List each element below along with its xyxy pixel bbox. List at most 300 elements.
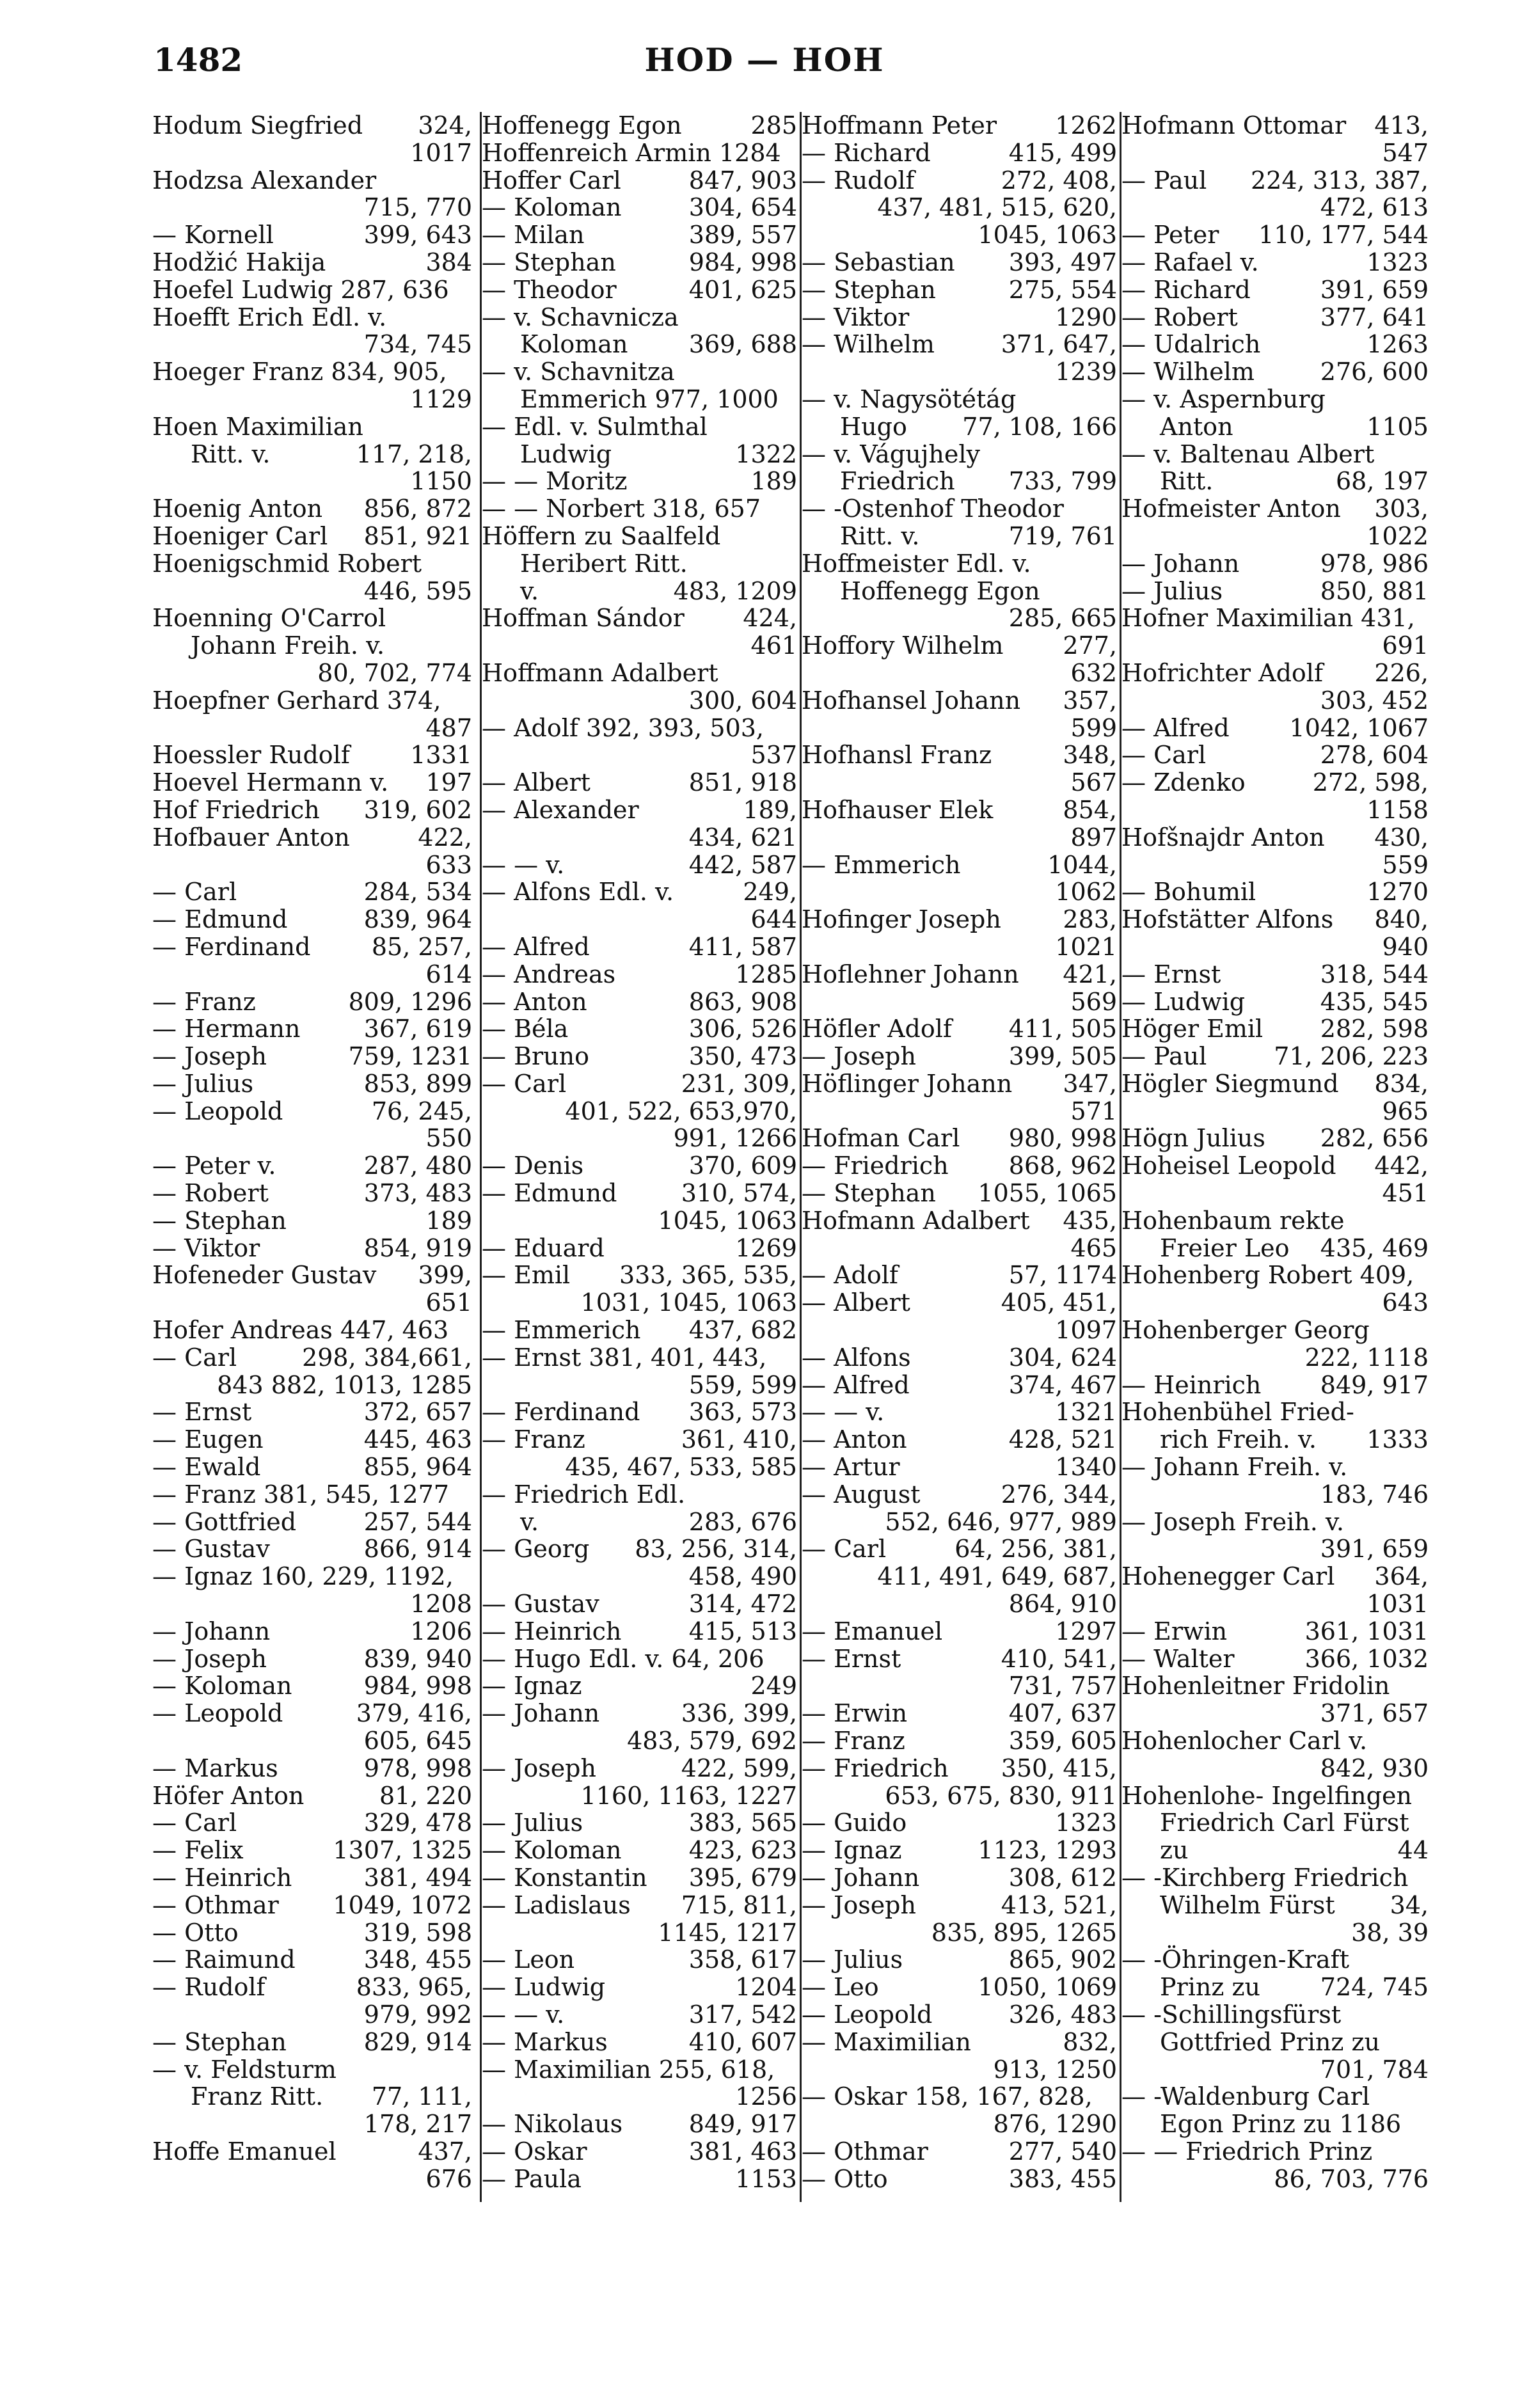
entry-name: Hofmann Adalbert xyxy=(802,1206,1030,1235)
entry-pages: 868, 962 xyxy=(1008,1152,1117,1180)
entry-pages: 1321 xyxy=(1055,1398,1117,1427)
index-entry xyxy=(1121,1645,1429,1673)
index-entry xyxy=(1121,1098,1429,1125)
entry-name: — Andreas xyxy=(482,960,616,988)
index-entry xyxy=(802,1235,1117,1262)
entry-name: — Otto xyxy=(802,2164,888,2193)
entry-name: — Rudolf xyxy=(802,166,915,194)
entry-name: — Heinrich xyxy=(152,1864,292,1892)
entry-name: Hofmeister Anton xyxy=(1121,495,1341,523)
entry-pages: 853, 899 xyxy=(363,1069,472,1098)
entry-name: — Ernst xyxy=(1121,960,1221,988)
index-entry xyxy=(1121,1481,1429,1509)
entry-name: — Ignaz 160, 229, 1192, xyxy=(152,1562,454,1591)
entry-name: — Alfred xyxy=(1121,713,1230,742)
entry-name: — Nikolaus xyxy=(482,2110,623,2139)
entry-name: Hohenlocher Carl v. xyxy=(1121,1727,1368,1755)
entry-pages: 442, 587 xyxy=(688,850,797,879)
entry-name: — Julius xyxy=(152,1069,254,1098)
entry-name: — Maximilian 255, 618, xyxy=(482,2055,775,2084)
entry-name: v. xyxy=(520,576,539,605)
index-entry xyxy=(152,112,472,139)
index-entry xyxy=(152,413,472,441)
entry-pages: 424, xyxy=(743,604,797,633)
entry-pages: 314, 472 xyxy=(688,1590,797,1619)
index-entry xyxy=(152,1398,472,1426)
index-entry xyxy=(482,2056,797,2084)
entry-pages: 876, 1290 xyxy=(993,2110,1117,2139)
entry-name: — -Kirchberg Friedrich xyxy=(1121,1864,1409,1892)
entry-pages: 1208 xyxy=(410,1590,472,1619)
index-entry xyxy=(1121,1454,1429,1481)
index-entry xyxy=(1121,139,1429,167)
entry-pages: 435, xyxy=(1063,1206,1117,1235)
index-entry xyxy=(482,1755,797,1782)
entry-pages: 306, 526 xyxy=(688,1015,797,1043)
entry-pages: 178, 217 xyxy=(363,2110,472,2139)
entry-pages: 842, 930 xyxy=(1320,1754,1429,1782)
entry-name: — Ferdinand xyxy=(482,1398,640,1427)
index-entry xyxy=(802,1043,1117,1070)
index-entry xyxy=(802,358,1117,386)
entry-pages: 411, 505 xyxy=(1008,1015,1117,1043)
entry-name: Hohenlohe- Ingelfingen xyxy=(1121,1781,1412,1810)
entry-pages: 550 xyxy=(425,1124,472,1153)
index-entry xyxy=(482,276,797,304)
index-entry xyxy=(802,1152,1117,1180)
entry-pages: 77, 108, 166 xyxy=(962,412,1117,441)
index-entry xyxy=(802,878,1117,906)
entry-name: Hofinger Joseph xyxy=(802,905,1001,934)
entry-name: — Joseph xyxy=(152,1042,267,1071)
entry-name: — Georg xyxy=(482,1535,590,1564)
entry-name: Hoenning O'Carrol xyxy=(152,604,386,633)
index-entry xyxy=(802,687,1117,715)
index-entry xyxy=(482,1481,797,1509)
entry-pages: 399, 505 xyxy=(1008,1042,1117,1071)
entry-pages: 676 xyxy=(425,2164,472,2193)
index-entry xyxy=(152,1235,472,1262)
index-entry xyxy=(482,194,797,221)
index-entry xyxy=(1121,1727,1429,1755)
index-entry xyxy=(802,413,1117,441)
entry-pages: 399, xyxy=(418,1261,472,1290)
entry-pages: 559 xyxy=(1382,850,1429,879)
entry-pages: 731, 757 xyxy=(1008,1672,1117,1700)
entry-pages: 1256 xyxy=(735,2082,797,2111)
entry-name: — Ernst xyxy=(152,1398,252,1427)
entry-pages: 866, 914 xyxy=(363,1535,472,1564)
page-number: 1482 xyxy=(154,41,243,79)
entry-name: — Hugo Edl. v. 64, 206 xyxy=(482,1644,764,1673)
entry-name: — Ernst xyxy=(802,1644,901,1673)
entry-name: — Albert xyxy=(802,1288,910,1317)
index-entry xyxy=(1121,468,1429,495)
entry-pages: 849, 917 xyxy=(688,2110,797,2139)
entry-name: Hofmann Ottomar xyxy=(1121,111,1347,139)
entry-name: Hof Friedrich xyxy=(152,795,320,824)
entry-name: — Leopold xyxy=(802,2000,933,2029)
entry-pages: 567 xyxy=(1070,768,1117,797)
entry-name: — v. Schavnitza xyxy=(482,358,675,386)
entry-pages: 361, 1031 xyxy=(1304,1617,1429,1645)
entry-pages: 357, xyxy=(1063,686,1117,715)
entry-name: — v. Schavnicza xyxy=(482,303,679,331)
index-entry xyxy=(802,1755,1117,1782)
index-entry xyxy=(152,1563,472,1590)
index-entry xyxy=(152,1864,472,1892)
entry-pages: 379, 416, xyxy=(356,1699,472,1728)
entry-name: — Leopold xyxy=(152,1097,283,1125)
entry-pages: 1307, 1325 xyxy=(333,1836,472,1865)
entry-name: — August xyxy=(802,1480,921,1509)
entry-pages: 350, 473 xyxy=(688,1042,797,1071)
entry-name: — Joseph xyxy=(802,1890,916,1919)
entry-name: — Viktor xyxy=(802,303,910,331)
entry-name: — Ignaz xyxy=(482,1672,582,1700)
entry-pages: 643 xyxy=(1382,1288,1429,1317)
index-entry xyxy=(1121,906,1429,933)
entry-name: — Alfred xyxy=(482,932,590,961)
entry-name: Hofer Andreas 447, 463 xyxy=(152,1316,449,1345)
index-entry xyxy=(1121,1618,1429,1645)
entry-name: Hoheisel Leopold xyxy=(1121,1152,1336,1180)
entry-name: Friedrich Carl Fürst xyxy=(1160,1809,1409,1837)
entry-pages: 366, 1032 xyxy=(1304,1644,1429,1673)
index-entry xyxy=(482,2001,797,2029)
entry-name: — v. Baltenau Albert xyxy=(1121,440,1375,468)
entry-name: Hoeniger Carl xyxy=(152,521,328,550)
entry-name: Hoefft Erich Edl. v. xyxy=(152,303,387,331)
entry-pages: 413, 521, xyxy=(1001,1890,1117,1919)
entry-name: — Paul xyxy=(1121,1042,1207,1071)
index-entry xyxy=(482,2029,797,2056)
entry-name: — — v. xyxy=(482,850,565,879)
entry-name: — Joseph xyxy=(802,1042,916,1071)
entry-pages: 222, 1118 xyxy=(1304,1343,1429,1372)
entry-name: — Paul xyxy=(1121,166,1207,194)
index-column-2 xyxy=(482,112,797,2193)
entry-pages: 410, 607 xyxy=(688,2027,797,2056)
index-entry xyxy=(152,1070,472,1098)
index-entry xyxy=(482,358,797,386)
index-entry xyxy=(152,1645,472,1673)
index-entry xyxy=(802,1700,1117,1727)
index-entry xyxy=(802,1892,1117,1919)
entry-pages: 308, 612 xyxy=(1008,1864,1117,1892)
index-entry xyxy=(1121,1919,1429,1947)
entry-name: Höger Emil xyxy=(1121,1015,1264,1043)
entry-pages: 719, 761 xyxy=(1008,521,1117,550)
entry-pages: 701, 784 xyxy=(1320,2055,1429,2084)
index-entry xyxy=(482,331,797,358)
entry-name: — Gustav xyxy=(152,1535,270,1564)
index-entry xyxy=(482,1426,797,1454)
entry-name: Hofman Carl xyxy=(802,1124,960,1153)
entry-pages: 80, 702, 774 xyxy=(317,658,472,687)
entry-name: — Anton xyxy=(482,987,587,1016)
index-entry xyxy=(482,878,797,906)
index-entry xyxy=(802,194,1117,221)
entry-name: Hofhansel Johann xyxy=(802,686,1021,715)
entry-pages: 44 xyxy=(1397,1836,1429,1865)
entry-pages: 865, 902 xyxy=(1008,1945,1117,1974)
entry-name: Hoepfner Gerhard 374, xyxy=(152,686,441,715)
entry-pages: 849, 917 xyxy=(1320,1370,1429,1399)
entry-name: Hodum Siegfried xyxy=(152,111,363,139)
entry-name: — — Norbert 318, 657 xyxy=(482,495,761,523)
entry-pages: 283, xyxy=(1063,905,1117,934)
index-entry xyxy=(1121,632,1429,660)
entry-pages: 276, 344, xyxy=(1001,1480,1117,1509)
index-entry xyxy=(1121,1015,1429,1043)
entry-pages: 189 xyxy=(750,467,797,496)
entry-pages: 324, xyxy=(418,111,472,139)
index-entry xyxy=(802,495,1117,523)
index-entry xyxy=(152,660,472,687)
entry-pages: 1031 xyxy=(1367,1590,1429,1619)
entry-name: Heribert Ritt. xyxy=(520,549,688,578)
entry-pages: 428, 521 xyxy=(1008,1425,1117,1454)
entry-pages: 319, 598 xyxy=(363,1918,472,1947)
entry-pages: 348, xyxy=(1063,741,1117,770)
entry-pages: 369, 688 xyxy=(688,330,797,359)
entry-pages: 359, 605 xyxy=(1008,1727,1117,1755)
entry-pages: 829, 914 xyxy=(363,2027,472,2056)
index-entry xyxy=(482,715,797,742)
entry-pages: 71, 206, 223 xyxy=(1274,1042,1429,1071)
entry-name: Hoenigschmid Robert xyxy=(152,549,422,578)
entry-name: — Johann xyxy=(802,1864,920,1892)
entry-pages: 38, 39 xyxy=(1351,1918,1429,1947)
index-entry xyxy=(1121,1864,1429,1892)
entry-pages: 691 xyxy=(1382,631,1429,660)
index-entry xyxy=(152,687,472,715)
entry-pages: 249, xyxy=(743,878,797,907)
entry-name: — Julius xyxy=(1121,576,1223,605)
index-entry xyxy=(1121,2056,1429,2084)
index-entry xyxy=(802,605,1117,632)
entry-pages: 1021 xyxy=(1055,932,1117,961)
index-entry xyxy=(1121,523,1429,550)
entry-pages: 257, 544 xyxy=(363,1507,472,1536)
entry-name: Hoffmeister Edl. v. xyxy=(802,549,1031,578)
entry-name: Egon Prinz zu 1186 xyxy=(1160,2110,1402,2139)
entry-name: — Joseph Freih. v. xyxy=(1121,1507,1344,1536)
index-entry xyxy=(802,2001,1117,2029)
entry-pages: 282, 598 xyxy=(1320,1015,1429,1043)
entry-name: — — Friedrich Prinz xyxy=(1121,2137,1373,2166)
entry-name: Hugo xyxy=(840,412,907,441)
entry-pages: 189 xyxy=(425,1206,472,1235)
index-entry xyxy=(802,167,1117,194)
index-entry xyxy=(1121,112,1429,139)
entry-name: — Edl. v. Sulmthal xyxy=(482,412,708,441)
index-entry xyxy=(482,2111,797,2138)
entry-pages: 1285 xyxy=(735,960,797,988)
index-entry xyxy=(802,1125,1117,1152)
index-entry xyxy=(1121,358,1429,386)
index-entry xyxy=(1121,304,1429,331)
entry-pages: 1105 xyxy=(1367,412,1429,441)
index-entry xyxy=(1121,1892,1429,1919)
index-entry xyxy=(482,495,797,523)
index-entry xyxy=(152,961,472,988)
entry-pages: 298, 384,661, xyxy=(302,1343,472,1372)
entry-name: — Erwin xyxy=(802,1699,908,1728)
entry-pages: 633 xyxy=(425,850,472,879)
index-entry xyxy=(1121,1372,1429,1399)
index-entry xyxy=(482,249,797,276)
index-entry xyxy=(1121,824,1429,852)
index-entry xyxy=(152,441,472,468)
index-entry xyxy=(152,1974,472,2001)
entry-name: Höfer Anton xyxy=(152,1781,305,1810)
index-entry xyxy=(482,304,797,331)
entry-name: — Béla xyxy=(482,1015,569,1043)
entry-name: — Guido xyxy=(802,1809,907,1837)
entry-pages: 991, 1266 xyxy=(673,1124,797,1153)
entry-pages: 599 xyxy=(1070,713,1117,742)
entry-name: — Franz xyxy=(802,1727,905,1755)
entry-pages: 391, 659 xyxy=(1320,1535,1429,1564)
entry-pages: 413, xyxy=(1374,111,1429,139)
index-entry xyxy=(482,1618,797,1645)
entry-pages: 1049, 1072 xyxy=(333,1890,472,1919)
entry-name: — Othmar xyxy=(152,1890,279,1919)
entry-name: Hohenbühel Fried- xyxy=(1121,1398,1354,1427)
index-entry xyxy=(482,578,797,605)
index-entry xyxy=(152,1043,472,1070)
index-entry xyxy=(1121,687,1429,715)
entry-pages: 326, 483 xyxy=(1008,2000,1117,2029)
index-entry xyxy=(802,1426,1117,1454)
index-entry xyxy=(802,276,1117,304)
entry-pages: 835, 895, 1265 xyxy=(931,1918,1117,1947)
index-entry xyxy=(802,1070,1117,1098)
entry-name: — Robert xyxy=(1121,303,1238,331)
index-entry xyxy=(1121,2001,1429,2029)
entry-pages: 278, 604 xyxy=(1320,741,1429,770)
entry-name: — Joseph xyxy=(482,1754,596,1782)
entry-name: — Kornell xyxy=(152,221,274,250)
entry-pages: 644 xyxy=(750,905,797,934)
entry-name: — Oskar 158, 167, 828, xyxy=(802,2082,1093,2111)
entry-pages: 405, 451, xyxy=(1001,1288,1117,1317)
index-entry xyxy=(802,933,1117,961)
entry-name: Gottfried Prinz zu xyxy=(1160,2027,1381,2056)
index-entry xyxy=(1121,769,1429,796)
index-entry xyxy=(482,1974,797,2001)
index-entry xyxy=(802,112,1117,139)
index-entry xyxy=(482,769,797,796)
index-entry xyxy=(802,2138,1117,2166)
entry-pages: 435, 467, 533, 585 xyxy=(565,1453,797,1482)
index-entry xyxy=(482,1672,797,1700)
entry-pages: 733, 799 xyxy=(1008,467,1117,496)
index-entry xyxy=(802,139,1117,167)
index-entry xyxy=(802,1727,1117,1755)
entry-name: Hoffory Wilhelm xyxy=(802,631,1004,660)
entry-pages: 348, 455 xyxy=(363,1945,472,1974)
entry-pages: 384 xyxy=(425,248,472,276)
entry-name: — Koloman xyxy=(482,193,622,222)
index-entry xyxy=(802,1098,1117,1125)
index-entry xyxy=(802,2166,1117,2193)
index-entry xyxy=(152,769,472,796)
index-entry xyxy=(482,1700,797,1727)
entry-pages: 445, 463 xyxy=(363,1425,472,1454)
entry-name: Hoen Maximilian xyxy=(152,412,363,441)
entry-pages: 897 xyxy=(1070,823,1117,852)
index-entry xyxy=(802,1398,1117,1426)
entry-pages: 284, 534 xyxy=(363,878,472,907)
entry-pages: 317, 542 xyxy=(688,2000,797,2029)
entry-name: — Anton xyxy=(802,1425,907,1454)
entry-name: — Stephan xyxy=(802,275,936,304)
entry-pages: 487 xyxy=(425,713,472,742)
entry-pages: 569 xyxy=(1070,987,1117,1016)
entry-pages: 275, 554 xyxy=(1008,275,1117,304)
entry-name: Johann Freih. v. xyxy=(191,631,385,660)
index-entry xyxy=(1121,2166,1429,2193)
index-entry xyxy=(152,824,472,852)
index-entry xyxy=(802,1672,1117,1700)
index-entry xyxy=(1121,1837,1429,1864)
index-entry xyxy=(802,796,1117,824)
index-entry xyxy=(802,1645,1117,1673)
entry-pages: 430, xyxy=(1374,823,1429,852)
index-entry xyxy=(482,605,797,632)
entry-name: Ludwig xyxy=(520,440,612,468)
index-entry xyxy=(1121,386,1429,413)
entry-pages: 809, 1296 xyxy=(348,987,472,1016)
entry-name: Hoeger Franz 834, 905, xyxy=(152,358,447,386)
index-entry xyxy=(482,906,797,933)
index-entry xyxy=(1121,550,1429,578)
entry-name: — Adolf xyxy=(802,1261,898,1290)
index-entry xyxy=(152,2083,472,2111)
index-entry xyxy=(152,2166,472,2193)
index-entry xyxy=(802,1262,1117,1289)
index-entry xyxy=(1121,1700,1429,1727)
entry-pages: 110, 177, 544 xyxy=(1258,221,1429,250)
entry-name: Hoevel Hermann v. xyxy=(152,768,389,797)
entry-name: — Bruno xyxy=(482,1042,589,1071)
entry-name: — Leopold xyxy=(152,1699,283,1728)
index-entry xyxy=(802,1618,1117,1645)
entry-name: Koloman xyxy=(520,330,628,359)
entry-name: — Carl xyxy=(152,1809,237,1837)
entry-pages: 318, 544 xyxy=(1320,960,1429,988)
entry-name: — -Ostenhof Theodor xyxy=(802,495,1064,523)
entry-name: — Koloman xyxy=(482,1836,622,1865)
index-entry xyxy=(802,741,1117,769)
entry-pages: 383, 565 xyxy=(688,1809,797,1837)
entry-name: — Joseph xyxy=(152,1644,267,1673)
entry-pages: 984, 998 xyxy=(688,248,797,276)
entry-name: Hohenleitner Fridolin xyxy=(1121,1672,1390,1700)
index-entry xyxy=(152,1454,472,1481)
index-entry xyxy=(1121,1809,1429,1837)
index-entry xyxy=(152,386,472,413)
entry-name: — -Öhringen-Kraft xyxy=(1121,1945,1350,1974)
index-entry xyxy=(152,1317,472,1344)
entry-name: Högler Siegmund xyxy=(1121,1069,1339,1098)
entry-pages: 224, 313, 387, xyxy=(1251,166,1429,194)
entry-name: — Oskar xyxy=(482,2137,587,2166)
index-entry xyxy=(152,495,472,523)
